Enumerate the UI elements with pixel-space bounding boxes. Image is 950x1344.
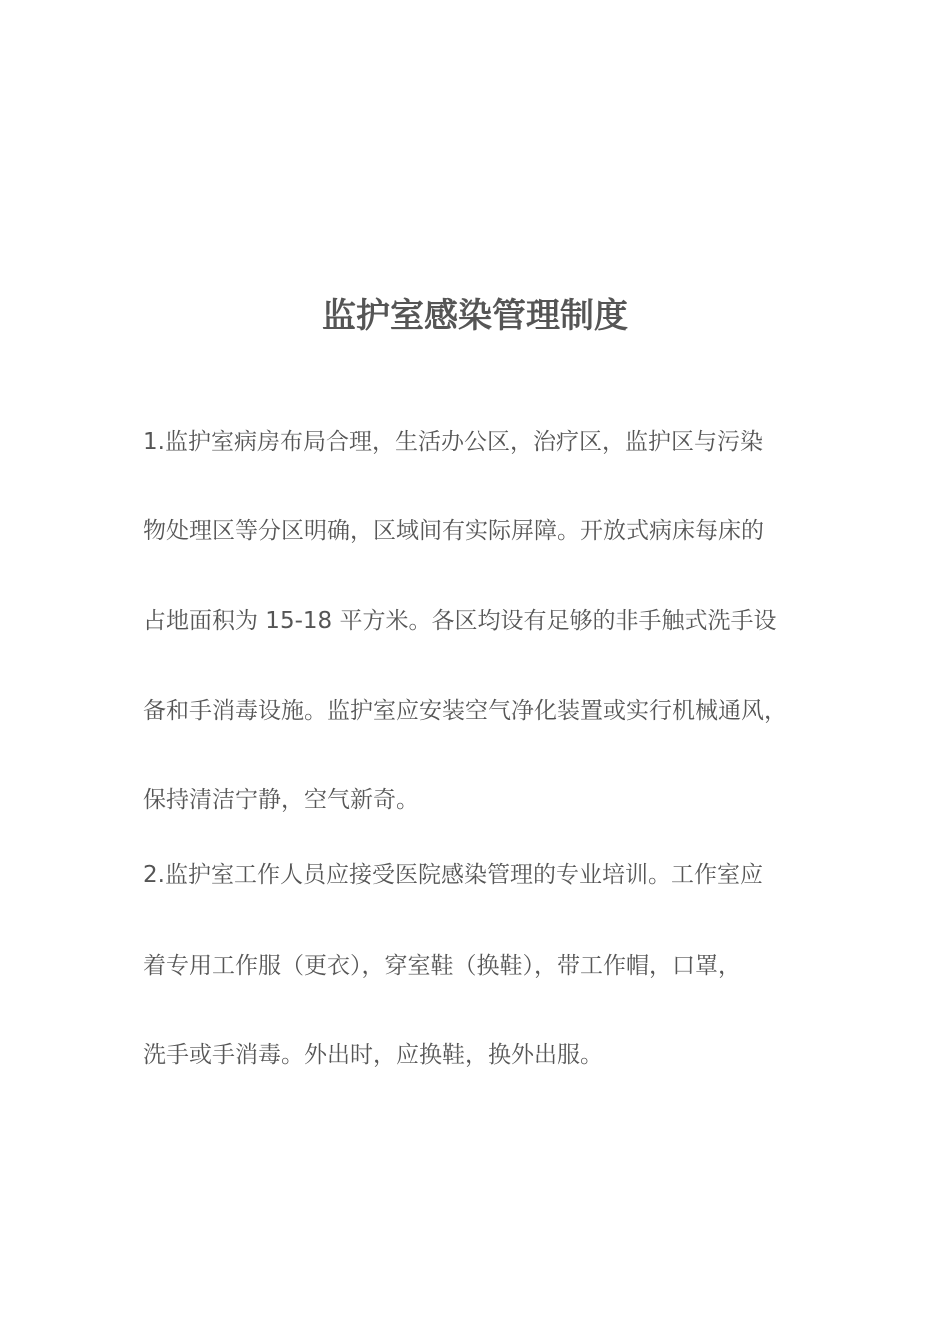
page-title: 监护室感染管理制度 xyxy=(322,296,628,336)
paragraph-1-line-5: 保持清洁宁静，空气新奇。 xyxy=(143,787,419,813)
paragraph-1-line-2: 物处理区等分区明确，区域间有实际屏障。开放式病床每床的 xyxy=(143,518,764,544)
paragraph-1-line-4: 备和手消毒设施。监护室应安装空气净化装置或实行机械通风， xyxy=(143,698,787,724)
paragraph-2-line-1: 2.监护室工作人员应接受医院感染管理的专业培训。工作室应 xyxy=(143,862,763,888)
paragraph-1-line-1: 1.监护室病房布局合理，生活办公区，治疗区，监护区与污染 xyxy=(143,429,763,455)
paragraph-1-line-3: 占地面积为 15-18 平方米。各区均设有足够的非手触式洗手设 xyxy=(143,608,777,634)
paragraph-2-line-3: 洗手或手消毒。外出时，应换鞋，换外出服。 xyxy=(143,1042,603,1068)
paragraph-2-line-2: 着专用工作服（更衣），穿室鞋（换鞋），带工作帽，口罩， xyxy=(143,953,741,979)
